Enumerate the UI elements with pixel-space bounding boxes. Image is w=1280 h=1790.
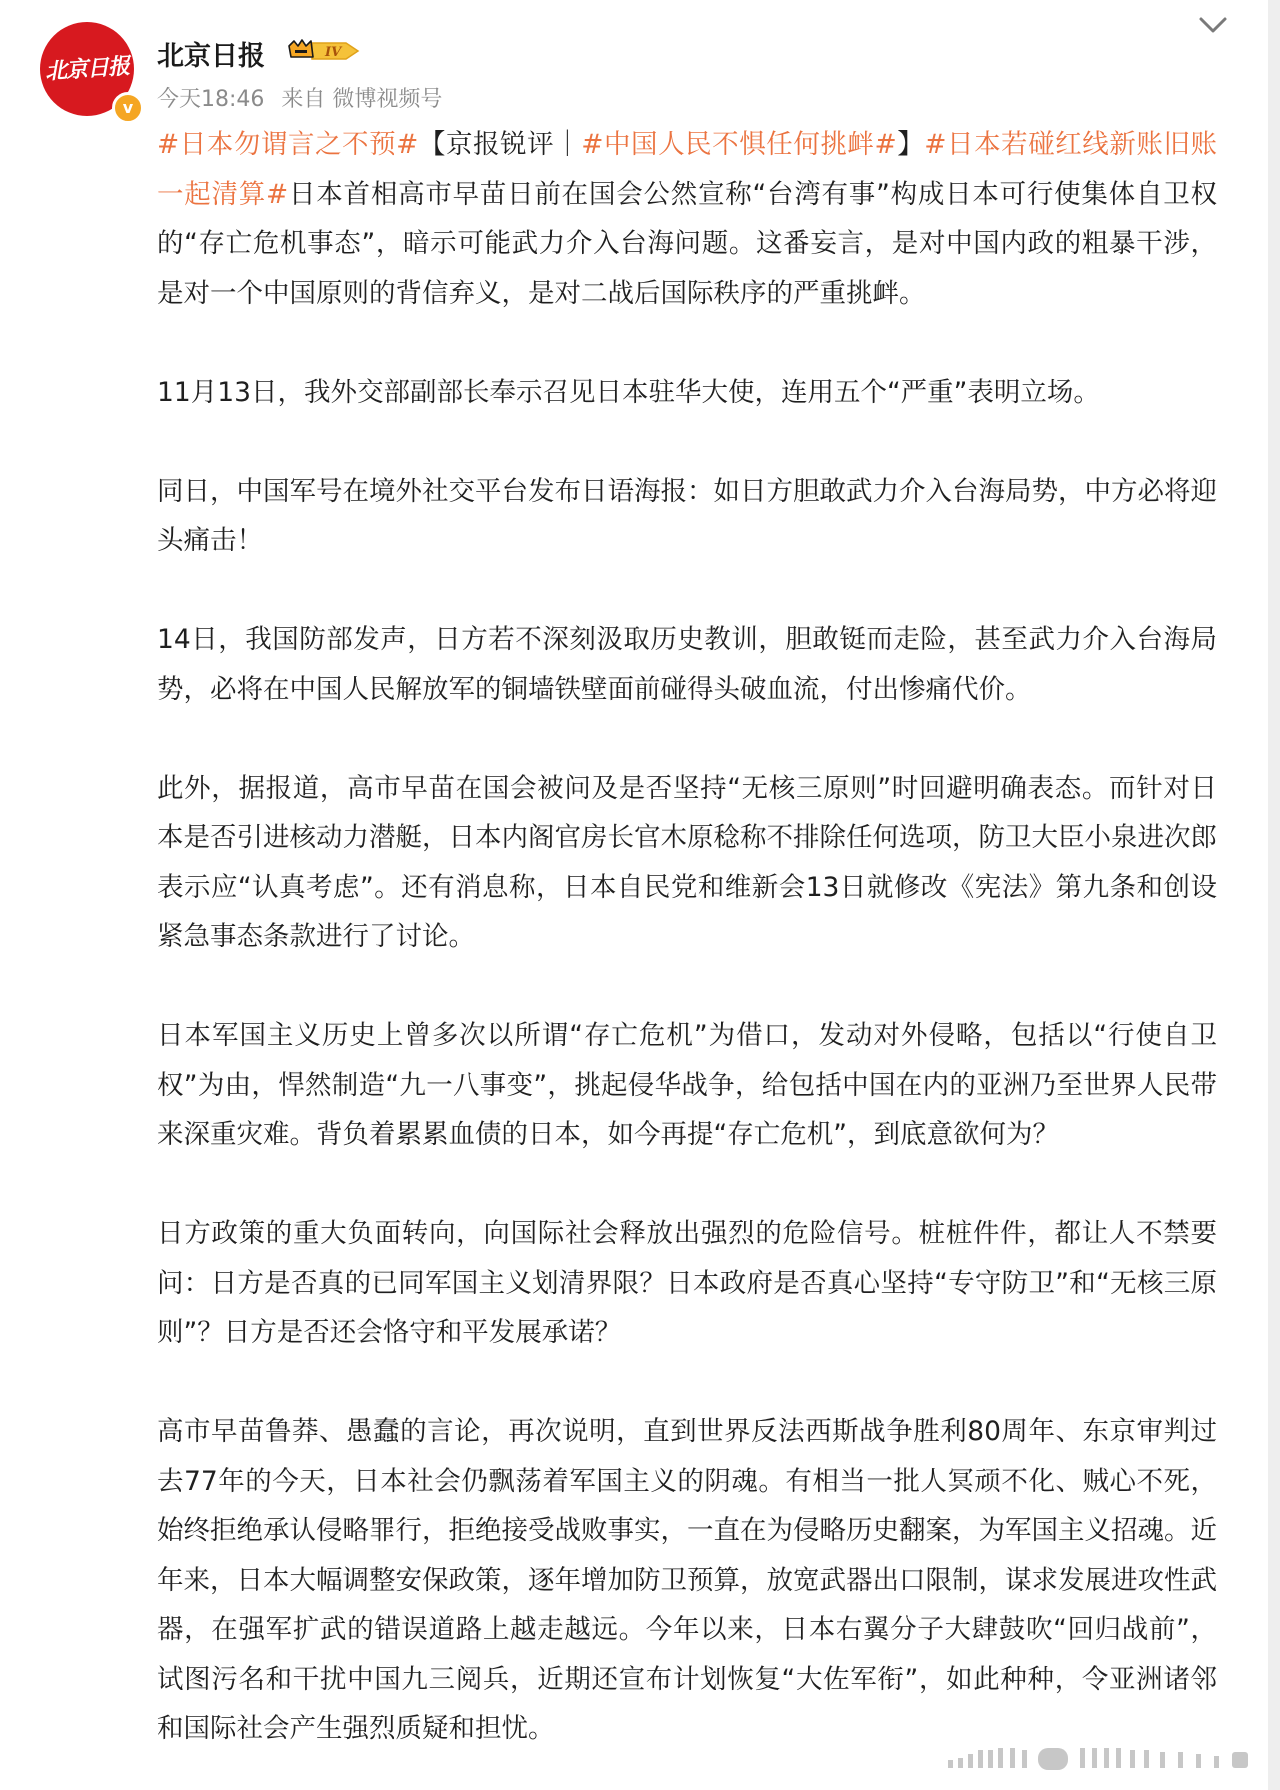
hashtag-link[interactable]: #日本若碰红线新账旧账一起清算#: [157, 129, 1217, 210]
post-meta: [157, 82, 442, 113]
page-edge: [1268, 0, 1280, 1790]
post-text: 日本首相高市早苗日前在国会公然宣称“台湾有事”构成日本可行使集体自卫权的“存亡危机事态”，暗示可能武力介入台海问题。这番妄言，是对中国内政的粗暴干涉，是对一个中国原则的背信弃义，是对二战后国际秩序的严重挑衅。: [157, 178, 1217, 309]
post-text: 【京报锐评｜: [418, 129, 582, 160]
level-badge-text: IV: [325, 45, 342, 60]
post-paragraph: 此外，据报道，高市早苗在国会被问及是否坚持“无核三原则”时回避明确表态。而针对日本是否引进核动力潜艇，日本内阁官房长官木原稔称不排除任何选项，防卫大臣小泉进次郎表示应“认真考虑”。还有消息称，日本自民党和维新会13日就修改《宪法》第九条和创设紧急事态条款进行了讨论。: [157, 772, 1217, 952]
avatar[interactable]: [40, 22, 134, 116]
post-content: [157, 120, 1217, 1754]
post-paragraph-intro: [157, 120, 1217, 318]
chevron-down-icon[interactable]: [1196, 12, 1230, 38]
hashtag-link[interactable]: #日本勿谓言之不预#: [157, 129, 419, 160]
post-time[interactable]: 今天18:46: [157, 87, 265, 112]
account-name[interactable]: 北京日报: [157, 41, 265, 72]
post-paragraph: 11月13日，我外交部副部长奉示召见日本驻华大使，连用五个“严重”表明立场。: [157, 376, 1100, 408]
post-paragraph: 14日，我国防部发声，日方若不深刻汲取历史教训，胆敢铤而走险，甚至武力介入台海局势，必将在中国人民解放军的铜墙铁壁面前碰得头破血流，付出惨痛代价。: [157, 624, 1217, 705]
level-crown-icon: [286, 37, 364, 65]
avatar-logo: 北京日报: [44, 53, 130, 85]
post-paragraph: 同日，中国军号在境外社交平台发布日语海报：如日方胆敢武力介入台海局势，中方必将迎头痛击！: [157, 475, 1217, 556]
post-paragraph: 日方政策的重大负面转向，向国际社会释放出强烈的危险信号。桩桩件件，都让人不禁要问：日方是否真的已同军国主义划清界限？日本政府是否真心坚持“专守防卫”和“无核三原则”？日方是否还会恪守和平发展承诺？: [157, 1218, 1217, 1348]
post-text: 】: [896, 129, 925, 160]
watermark-barcode: [948, 1744, 1258, 1778]
post-paragraph: 日本军国主义历史上曾多次以所谓“存亡危机”为借口，发动对外侵略，包括以“行使自卫权”为由，悍然制造“九一八事变”，挑起侵华战争，给包括中国在内的亚洲乃至世界人民带来深重灾难。背负着累累血债的日本，如今再提“存亡危机”，到底意欲何为？: [157, 1020, 1217, 1150]
hashtag-link[interactable]: #中国人民不惧任何挑衅#: [581, 129, 897, 160]
verified-badge-icon: v: [112, 92, 144, 124]
post-paragraph: 高市早苗鲁莽、愚蠢的言论，再次说明，直到世界反法西斯战争胜利80周年、东京审判过去77年的今天，日本社会仍飘荡着军国主义的阴魂。有相当一批人冥顽不化、贼心不死，始终拒绝承认侵略罪行，拒绝接受战败事实，一直在为侵略历史翻案，为军国主义招魂。近年来，日本大幅调整安保政策，逐年增加防卫预算，放宽武器出口限制，谋求发展进攻性武器，在强军扩武的错误道路上越走越远。今年以来，日本右翼分子大肆鼓吹“回归战前”，试图污名和干扰中国九三阅兵，近期还宣布计划恢复“大佐军衔”，如此种种，令亚洲诸邻和国际社会产生强烈质疑和担忧。: [157, 1416, 1217, 1744]
post-source[interactable]: 来自 微博视频号: [281, 87, 443, 112]
